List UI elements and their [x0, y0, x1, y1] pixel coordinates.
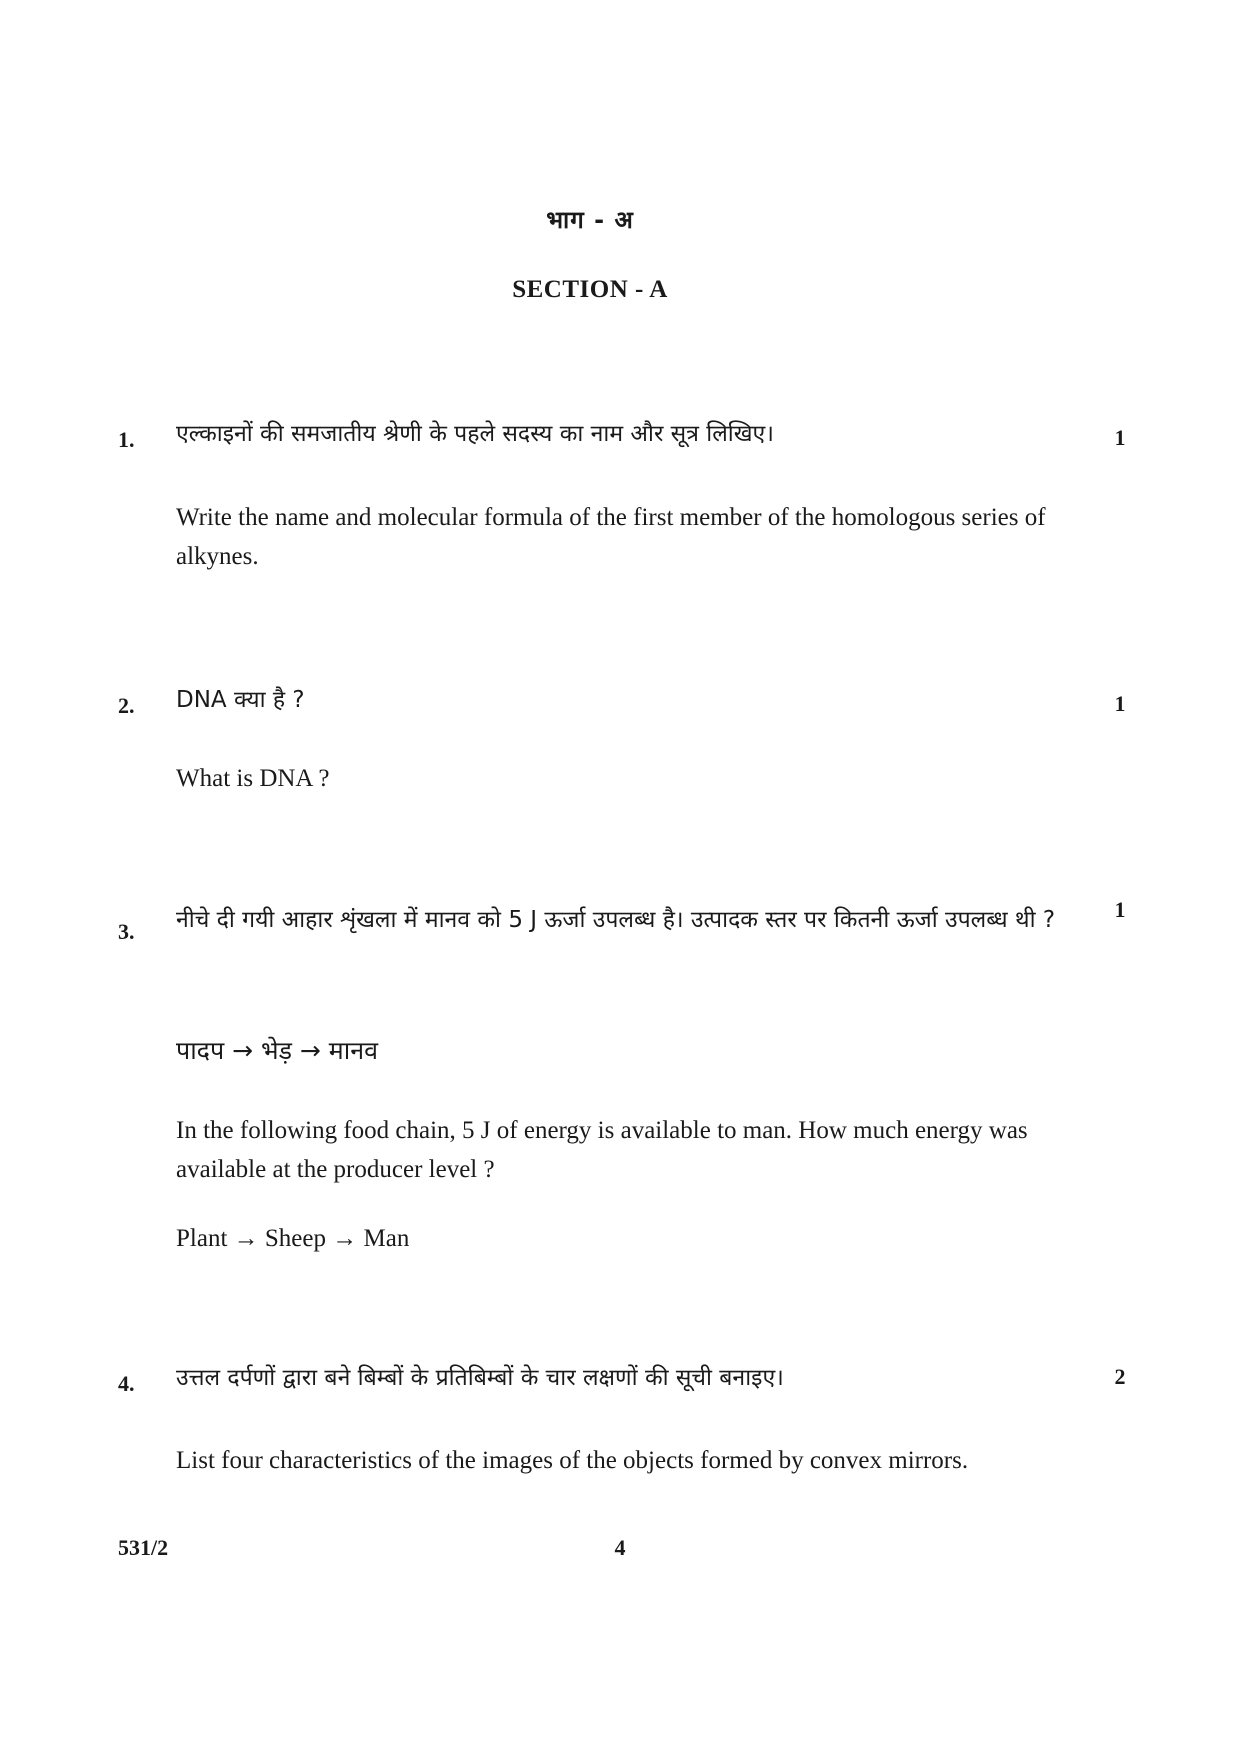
question-2-number: 2.	[118, 693, 135, 718]
question-3-english-food-chain: Plant → Sheep → Man	[176, 1225, 410, 1252]
section-heading-hindi: भाग - अ	[546, 206, 634, 234]
question-3-hindi: नीचे दी गयी आहार शृंखला में मानव को 5 J ऊर्जा उपलब्ध है। उत्पादक स्तर पर कितनी ऊर्जा उपलब्ध थी ?	[176, 907, 1056, 933]
page-number: 4	[614, 1535, 626, 1560]
paper-code: 531/2	[118, 1535, 169, 1560]
question-1-marks: 1	[1114, 425, 1126, 450]
question-1-english: Write the name and molecular formula of the first member of the homologous series of alkynes.	[176, 504, 1046, 570]
question-4-number: 4.	[118, 1371, 135, 1396]
question-2-english: What is DNA ?	[176, 765, 330, 792]
question-1-hindi: एल्काइनों की समजातीय श्रेणी के पहले सदस्य का नाम और सूत्र लिखिए।	[176, 421, 774, 447]
question-2-hindi: DNA क्या है ?	[176, 687, 305, 713]
question-3-marks: 1	[1114, 897, 1126, 922]
question-1-number: 1.	[118, 427, 135, 452]
question-3-english: In the following food chain, 5 J of energy is available to man. How much energy was available at the producer level ?	[176, 1117, 1028, 1183]
question-3-number: 3.	[118, 919, 135, 944]
question-4-hindi: उत्तल दर्पणों द्वारा बने बिम्बों के प्रतिबिम्बों के चार लक्षणों की सूची बनाइए।	[176, 1365, 784, 1391]
question-3-hindi-food-chain: पादप → भेड़ → मानव	[176, 1036, 378, 1065]
question-4-marks: 2	[1114, 1364, 1126, 1389]
question-4-english: List four characteristics of the images of the objects formed by convex mirrors.	[176, 1447, 969, 1474]
section-heading-english: SECTION - A	[512, 276, 668, 303]
question-2-marks: 1	[1114, 691, 1126, 716]
